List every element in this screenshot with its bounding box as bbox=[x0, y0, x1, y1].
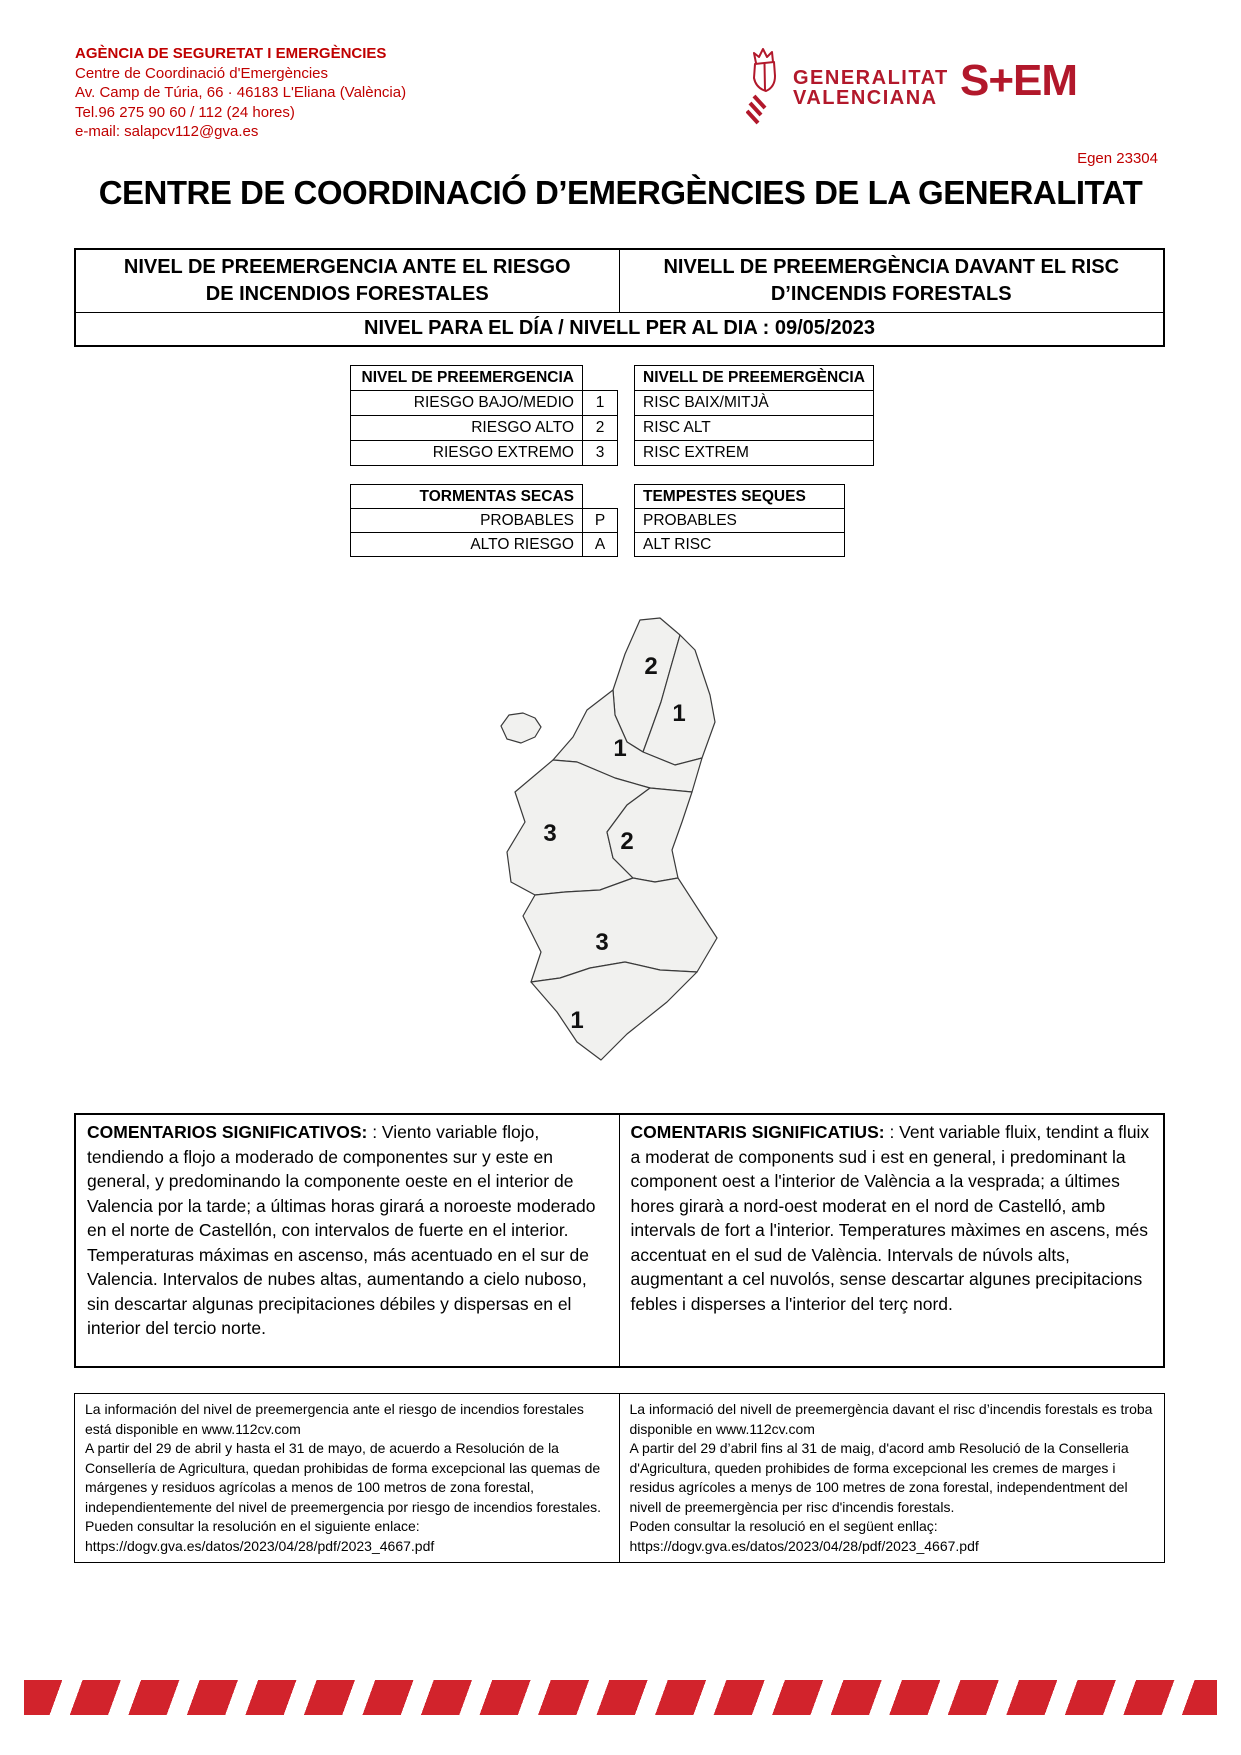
valencian-community-map bbox=[465, 610, 735, 1070]
map-zone-level-label: 3 bbox=[543, 820, 557, 847]
legend-level-code: 2 bbox=[583, 416, 618, 441]
gva-logo-line1: GENERALITAT bbox=[793, 67, 949, 89]
legend-storm-va: PROBABLES bbox=[635, 509, 845, 533]
level-date-row: NIVEL PARA EL DÍA / NIVELL PER AL DIA : 09/05/2023 bbox=[364, 317, 875, 339]
legend-level-code: 1 bbox=[583, 391, 618, 416]
map-zone-level-label: 1 bbox=[613, 735, 627, 762]
info-link-intro-es: Pueden consultar la resolución en el siguiente enlace: bbox=[85, 1518, 420, 1534]
comments-body-va: : Vent variable fluix, tendint a fluix a moderat de components sud i est en general, i predominant la component oest a l'interior de València a la vesprada; a últimes hores girarà a nord-oest moderat en el nord de Castelló, amb intervals de fort a l'interior. Temperatures màximes en ascens, més accentuat en el sud de València. Intervals de núvols alts, augmentant a cel nuvolós, sense descartar algunes precipitacions febles i disperses a l'interior del terç nord. bbox=[630, 1122, 1150, 1314]
sem-logo: S+EM bbox=[960, 56, 1078, 105]
legend-levels-header-es: NIVEL DE PREEMERGENCIA bbox=[351, 366, 583, 391]
banner-header-row bbox=[76, 250, 1163, 313]
legend-storm-code: P bbox=[583, 509, 618, 533]
legend-storms-right-table bbox=[634, 484, 845, 557]
legend-gap bbox=[618, 484, 634, 557]
map-exclave-rincon-ademuz bbox=[501, 713, 541, 743]
map-zone-level-label: 2 bbox=[644, 653, 658, 680]
bottom-stripe-decoration bbox=[24, 1680, 1217, 1715]
comments-label-va: COMENTARIS SIGNIFICATIUS: bbox=[630, 1122, 885, 1142]
info-resolution-es: A partir del 29 de abril y hasta el 31 de mayo, de acuerdo a Resolución de la Consellería de Agricultura, quedan prohibidas de forma excepcional las quemas de márgenes y residuos agrícolas a menos de 100 metros de zona forestal, independientemente del nivel de preemergencia por riesgo de incendios forestales. bbox=[85, 1440, 601, 1515]
agency-phone: Tel.96 275 90 60 / 112 (24 hores) bbox=[75, 103, 295, 121]
legend-storms-header-code-spacer bbox=[583, 485, 618, 509]
comments-table bbox=[74, 1113, 1165, 1368]
gva-logo-line2: VALENCIANA bbox=[793, 87, 938, 109]
legend-levels-left-table bbox=[350, 365, 618, 466]
map-zone-level-label: 3 bbox=[595, 929, 609, 956]
legend-storms-header-es: TORMENTAS SECAS bbox=[351, 485, 583, 509]
comments-label-es: COMENTARIOS SIGNIFICATIVOS: bbox=[87, 1122, 368, 1142]
agency-name: AGÈNCIA DE SEGURETAT I EMERGÈNCIES bbox=[75, 45, 387, 62]
legend-level-va: RISC ALT bbox=[635, 416, 874, 441]
agency-email: e-mail: salapcv112@gva.es bbox=[75, 123, 259, 140]
banner-header-es: NIVEL DE PREEMERGENCIA ANTE EL RIESGO DE INCENDIOS FORESTALES bbox=[76, 250, 620, 312]
agency-department: Centre de Coordinació d'Emergències bbox=[75, 64, 329, 82]
legend-storms-left-table bbox=[350, 484, 618, 557]
legend-level-es: RIESGO ALTO bbox=[351, 416, 583, 441]
legend-level-es: RIESGO EXTREMO bbox=[351, 441, 583, 466]
legend-levels-right-table bbox=[634, 365, 874, 466]
legend-storm-es: PROBABLES bbox=[351, 509, 583, 533]
legend-storm-es: ALTO RIESGO bbox=[351, 533, 583, 557]
legend-levels-header-code-spacer bbox=[583, 366, 618, 391]
comments-cell-es bbox=[76, 1115, 620, 1366]
map-zone-level-label: 2 bbox=[620, 828, 634, 855]
legend-level-code: 3 bbox=[583, 441, 618, 466]
map-zone-level-label: 1 bbox=[570, 1007, 584, 1034]
legend-storms-header-va: TEMPESTES SEQUES bbox=[635, 485, 845, 509]
legend-levels-table bbox=[350, 365, 874, 466]
reference-number: Egen 23304 bbox=[1077, 150, 1158, 167]
banner-header-va: NIVELL DE PREEMERGÈNCIA DAVANT EL RISC D’INCENDIS FORESTALS bbox=[663, 256, 1120, 305]
info-availability-va: La informació del nivell de preemergència davant el risc d’incendis forestals es troba disponible en www.112cv.com bbox=[629, 1401, 1153, 1437]
info-table bbox=[74, 1393, 1165, 1563]
comments-cell-va bbox=[620, 1115, 1164, 1366]
gva-logo-wordmark bbox=[793, 68, 949, 108]
legend-levels-header-va: NIVELL DE PREEMERGÈNCIA bbox=[635, 366, 874, 391]
info-cell-va bbox=[620, 1394, 1165, 1562]
map-zone-level-label: 1 bbox=[672, 700, 686, 727]
info-link-intro-va: Poden consultar la resolució en el següent enllaç: bbox=[629, 1518, 938, 1534]
preemergency-banner-table bbox=[74, 248, 1165, 347]
agency-street-address: Av. Camp de Túria, 66 · 46183 L'Eliana (València) bbox=[75, 84, 407, 101]
legend-gap bbox=[618, 365, 634, 466]
info-availability-es: La información del nivel de preemergencia ante el riesgo de incendios forestales está disponible en www.112cv.com bbox=[85, 1401, 584, 1437]
legend-storms-table bbox=[350, 484, 845, 557]
comments-body-es: : Viento variable flojo, tendiendo a flojo a moderado de componentes sur y este en general, y predominando la componente oeste en el interior de Valencia por la tarde; a últimas horas girará a noroeste moderado en el norte de Castellón, con intervalos de fuerte en el interior. Temperaturas máximas en ascenso, más acentuado en el sur de Valencia. Intervalos de nubes altas, aumentando a cielo nuboso, sin descartar algunas precipitaciones débiles y dispersas en el interior del tercio norte. bbox=[87, 1122, 596, 1338]
info-resolution-va: A partir del 29 d’abril fins al 31 de maig, d'acord amb Resolució de la Conselleria d'Agricultura, queden prohibides de forma excepcional les cremes de marges i residus agrícoles a menys de 100 metres de zona forestal, independentment del nivell de preemergència per risc d'incendis forestals. bbox=[629, 1440, 1129, 1515]
legend-storm-code: A bbox=[583, 533, 618, 557]
legend-level-va: RISC EXTREM bbox=[635, 441, 874, 466]
resolution-link-es[interactable]: https://dogv.gva.es/datos/2023/04/28/pdf/2023_4667.pdf bbox=[85, 1537, 435, 1554]
legend-storm-va: ALT RISC bbox=[635, 533, 845, 557]
agency-address-block bbox=[75, 44, 406, 142]
resolution-link-va[interactable]: https://dogv.gva.es/datos/2023/04/28/pdf/2023_4667.pdf bbox=[629, 1537, 979, 1554]
preemergency-zone-map bbox=[465, 610, 735, 1070]
legend-level-va: RISC BAIX/MITJÀ bbox=[635, 391, 874, 416]
gva-coat-of-arms-icon bbox=[746, 46, 784, 126]
page-title: CENTRE DE COORDINACIÓ D’EMERGÈNCIES DE LA GENERALITAT bbox=[98, 174, 1143, 211]
generalitat-valenciana-logo bbox=[746, 46, 949, 126]
legend-level-es: RIESGO BAJO/MEDIO bbox=[351, 391, 583, 416]
info-cell-es bbox=[75, 1394, 620, 1562]
